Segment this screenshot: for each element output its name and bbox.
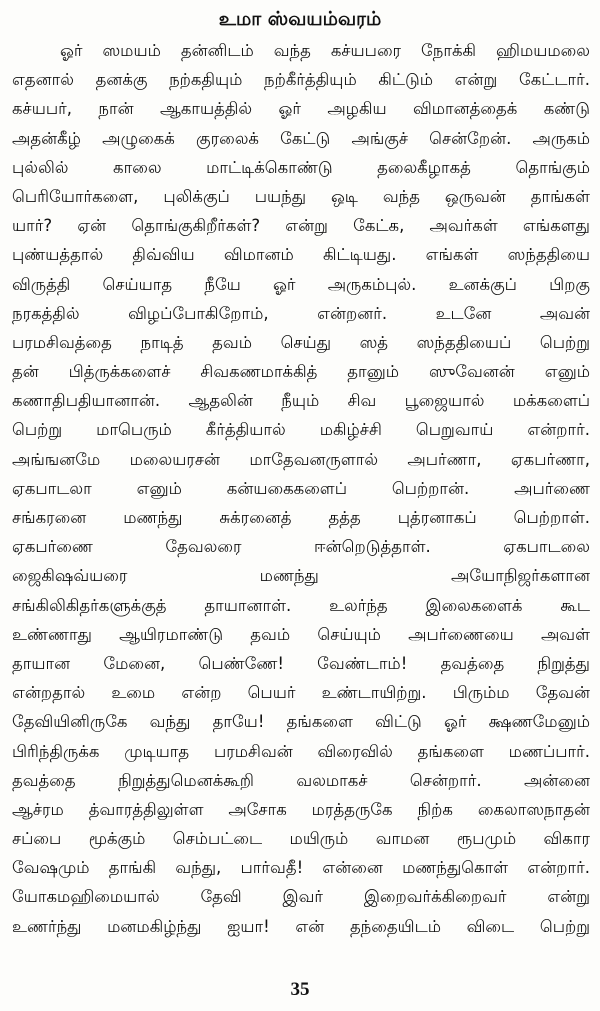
text-line: ஆச்ரம த்வாரத்திலுள்ள அசோக மரத்தருகே நிற்க கைலாஸநாதன் bbox=[12, 799, 590, 819]
text-line: யோகமஹிமையால் தேவி இவர் இறைவர்க்கிறைவர் என்று bbox=[12, 887, 590, 907]
text-line: உணர்ந்து மனமகிழ்ந்து ஐயா! என் தந்தையிடம் விடை பெற்று bbox=[12, 916, 590, 936]
text-line: ஏகபாடலா எனும் கன்யகைகளைப் பெற்றான். அபர்ணை bbox=[12, 478, 590, 498]
text-line: சங்கிலிகிதர்களுக்குத் தாயானாள். உலர்ந்த இலைகளைக் கூட bbox=[12, 595, 590, 615]
text-line: உண்ணாது ஆயிரமாண்டு தவம் செய்யும் அபர்ணையை அவள் bbox=[12, 624, 590, 644]
text-line: புல்லில் காலை மாட்டிக்கொண்டு தலைகீழாகத் தொங்கும் bbox=[12, 157, 590, 177]
text-line: ஏகபர்ணை தேவலரை ஈன்றெடுத்தாள். ஏகபாடலை bbox=[12, 537, 590, 557]
text-line: பெற்று மாபெரும் கீர்த்தியால் மகிழ்ச்சி பெறுவாய் என்றார். bbox=[12, 420, 590, 440]
text-line: ஓர் ஸமயம் தன்னிடம் வந்த கச்யபரை நோக்கி ஹிமயமலை bbox=[60, 41, 590, 60]
text-line: தவத்தை நிறுத்துமெனக்கூறி வலமாகச் சென்றார். அன்னை bbox=[12, 770, 590, 790]
text-line: அங்ஙனமே மலையரசன் மாதேவனருளால் அபர்ணா, ஏகபர்ணா, bbox=[12, 449, 590, 469]
text-line: என்றதால் உமை என்ற பெயர் உண்டாயிற்று. பிரும்ம தேவன் bbox=[12, 683, 590, 703]
text-line: பெரியோர்களை, புலிக்குப் பயந்து ஒடி வந்த ஒருவன் தாங்கள் bbox=[12, 186, 590, 206]
text-line: அதன்கீழ் அழுகைக் குரலைக் கேட்டு அங்குச் சென்றேன். அருகம் bbox=[12, 128, 590, 148]
text-line: எதனால் தனக்கு நற்கதியும் நற்கீர்த்தியும் கிட்டும் என்று கேட்டார். bbox=[12, 70, 590, 90]
page-title: உமா ஸ்வயம்வரம் bbox=[218, 8, 382, 30]
text-line: வேஷமும் தாங்கி வந்து, பார்வதீ! என்னை மணந்துகொள் என்றார். bbox=[12, 858, 590, 878]
text-line: கச்யபர், நான் ஆகாயத்தில் ஓர் அழகிய விமானத்தைக் கண்டு bbox=[12, 99, 590, 119]
text-line: நரகத்தில் விழப்போகிறோம், என்றனர். உடனே அவன் bbox=[12, 303, 590, 323]
text-line: தேவியினிருகே வந்து தாயே! தங்களை விட்டு ஓர் க்ஷணமேனும் bbox=[12, 712, 590, 732]
text-line: தாயான மேனை, பெண்ணே! வேண்டாம்! தவத்தை நிறுத்து bbox=[12, 653, 590, 673]
text-line: யார்? ஏன் தொங்குகிறீர்கள்? என்று கேட்க, அவர்கள் எங்களது bbox=[12, 216, 590, 236]
text-line: சப்பை மூக்கும் செம்பட்டை மயிரும் வாமன ரூபமும் விகார bbox=[12, 829, 590, 849]
text-line: கணாதிபதியானான். ஆதலின் நீயும் சிவ பூஜையால் மக்களைப் bbox=[12, 391, 590, 411]
text-line: பரமசிவத்தை நாடித் தவம் செய்து ஸத் ஸந்ததியைப் பெற்று bbox=[12, 332, 590, 352]
text-line: ஜைகிஷவ்யரை மணந்து அயோநிஜர்களான bbox=[12, 566, 590, 586]
text-line: புண்யத்தால் திவ்விய விமானம் கிட்டியது. எங்கள் ஸந்ததியை bbox=[12, 245, 590, 265]
text-line: சங்கரனை மணந்து சுக்ரனைத் தத்த புத்ரனாகப் பெற்றாள். bbox=[12, 508, 590, 527]
body-text bbox=[12, 36, 590, 941]
text-line: விருத்தி செய்யாத நீயே ஓர் அருகம்புல். உனக்குப் பிறகு bbox=[12, 274, 590, 294]
text-line: தன் பித்ருக்களைச் சிவகணமாக்கித் தானும் ஸுவேனன் எனும் bbox=[12, 362, 590, 382]
text-line: பிரிந்திருக்க முடியாத பரமசிவன் விரைவில் தங்களை மணப்பார். bbox=[12, 741, 590, 761]
page-number: 35 bbox=[290, 979, 310, 1000]
